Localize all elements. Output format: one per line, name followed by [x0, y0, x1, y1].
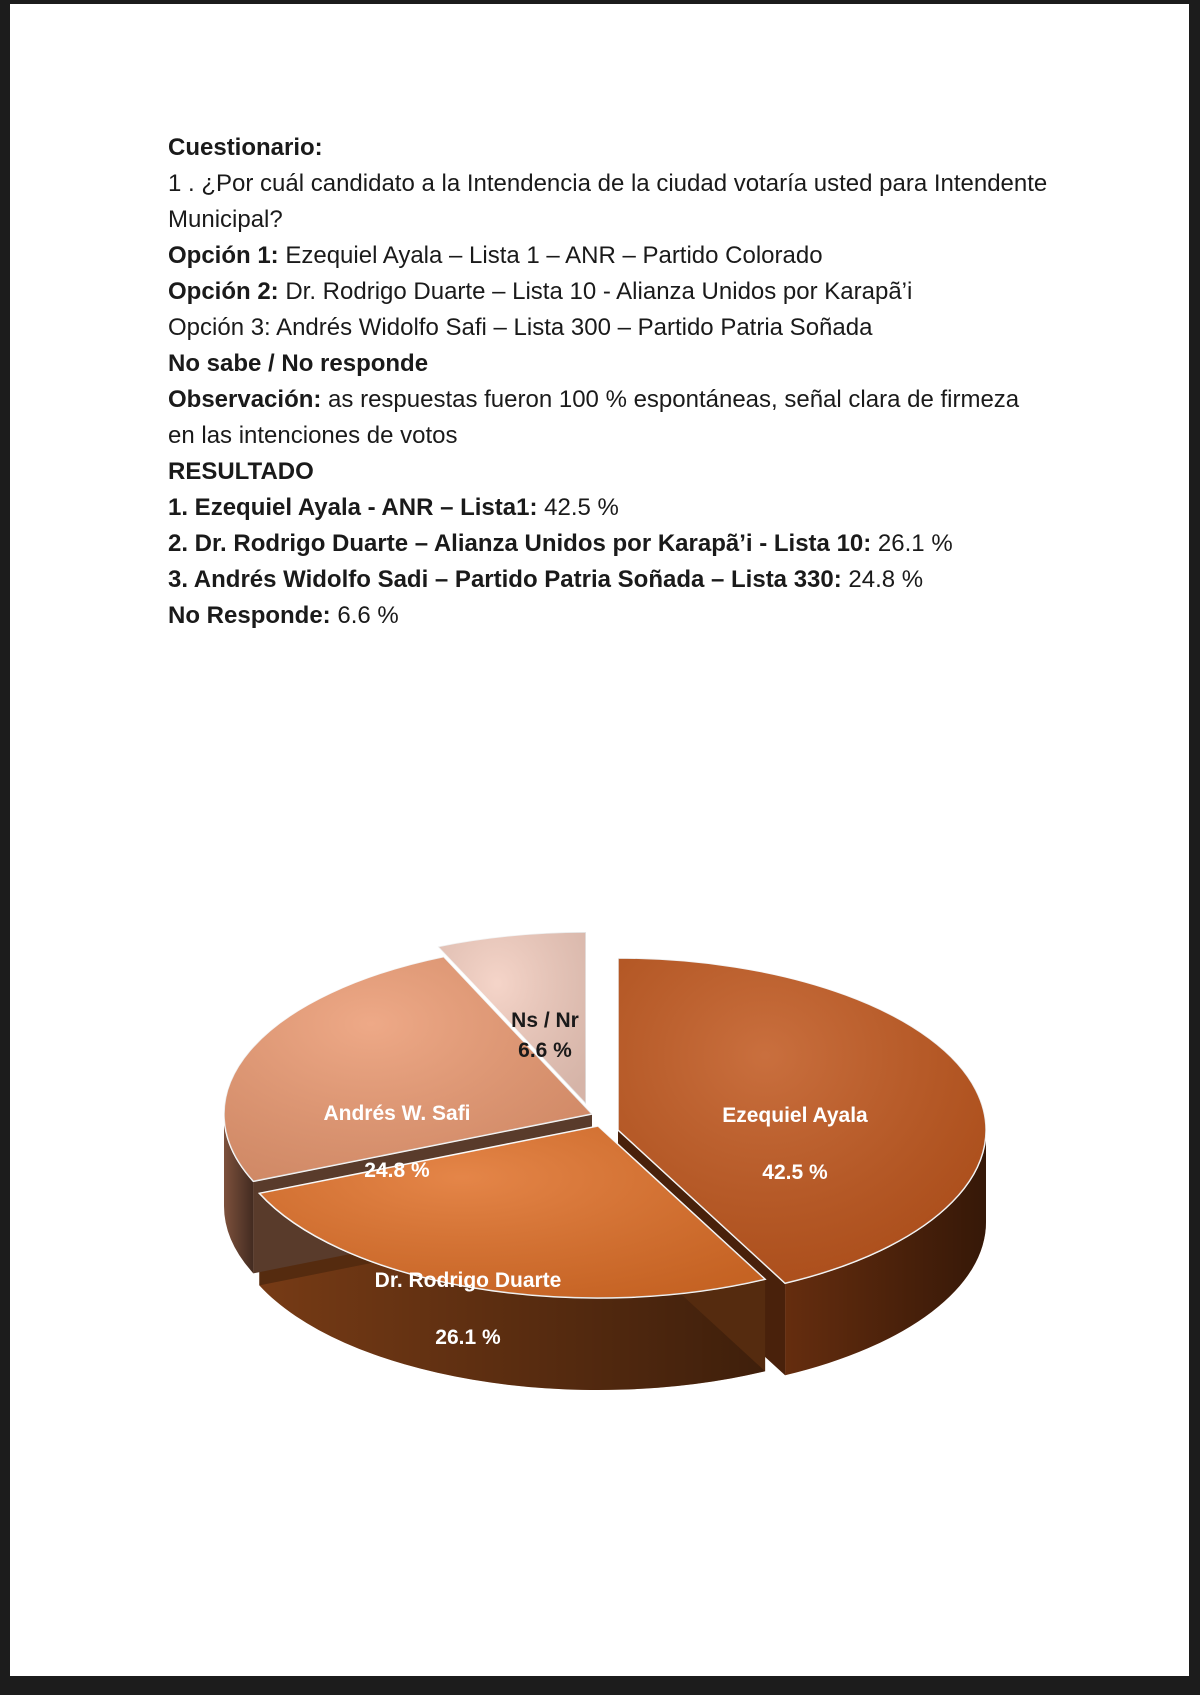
option-no-answer: No sabe / No responde: [168, 350, 429, 377]
option-3: Opción 3: Andrés Widolfo Safi – Lista 300 – Partido Patria Soñada: [168, 314, 873, 341]
result-3: 3. Andrés Widolfo Sadi – Partido Patria Soñada – Lista 330: 24.8 %: [168, 566, 924, 593]
pie-value-label-2: 26.1 %: [435, 1326, 501, 1349]
result-1: 1. Ezequiel Ayala - ANR – Lista1: 42.5 %: [168, 494, 619, 521]
result-2: 2. Dr. Rodrigo Duarte – Alianza Unidos por Karapã’i - Lista 10: 26.1 %: [168, 530, 953, 557]
result-no-answer: No Responde: 6.6 %: [168, 602, 399, 629]
result-title: RESULTADO: [168, 458, 314, 485]
option-1: Opción 1: Ezequiel Ayala – Lista 1 – ANR – Partido Colorado: [168, 242, 823, 269]
pie-value-label-1: 42.5 %: [762, 1161, 828, 1184]
pie-label-3: Andrés W. Safi: [323, 1102, 471, 1125]
observation: Observación: as respuestas fueron 100 % espontáneas, señal clara de firmeza en las intenciones de votos: [168, 386, 1020, 449]
question-text: 1 . ¿Por cuál candidato a la Intendencia de la ciudad votaría usted para Intendente Municipal?: [168, 170, 1048, 233]
section-heading: Cuestionario:: [168, 134, 323, 161]
pie-label-1: Ezequiel Ayala: [722, 1104, 868, 1127]
option-2: Opción 2: Dr. Rodrigo Duarte – Lista 10 - Alianza Unidos por Karapã’i: [168, 278, 913, 305]
pie-value-label-4: 6.6 %: [518, 1039, 572, 1062]
pie-label-2: Dr. Rodrigo Duarte: [374, 1269, 562, 1292]
pie-value-label-3: 24.8 %: [364, 1159, 430, 1182]
pie-label-4: Ns / Nr: [511, 1009, 579, 1032]
